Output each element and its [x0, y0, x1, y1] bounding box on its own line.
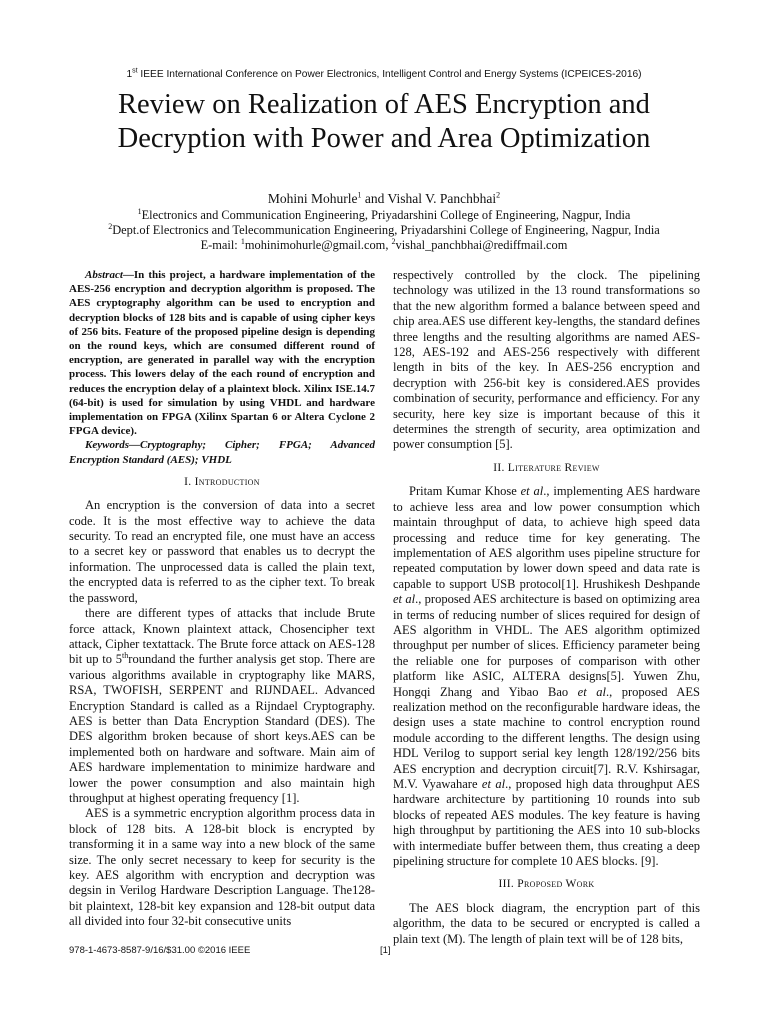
- section-heading-introduction: I. Introduction: [184, 475, 260, 488]
- intro-paragraph-1: An encryption is the conversion of data into a secret code. It is the most effective way to achieve the data security. To read an encrypted file, one must have an access to a secret key or password that enables us to decrypt the information. The unprocessed data is called the plain text, the encrypted data is referred to as the cipher text. To break the password,: [69, 498, 375, 605]
- keywords: Keywords—Cryptography; Cipher; FPGA; Advanced Encryption Standard (AES); VHDL: [69, 439, 375, 466]
- author-list: Mohini Mohurle$^1$ and Vishal V. Panchbhai$^2$: [267, 190, 501, 206]
- conference-header: 1st IEEE International Conference on Power Electronics, Intelligent Control and Energy Systems (ICPEICES-2016): [126, 67, 642, 80]
- affiliation-2: $^2$Dept.of Electronics and Telecommunication Engineering, Priyadarshini College of Engineering, Nagpur, India: [108, 221, 660, 237]
- title-line-2: Decryption with Power and Area Optimization: [117, 123, 651, 154]
- right-column: [393, 268, 700, 947]
- section-heading-literature-review: II. Literature Review: [493, 461, 600, 474]
- paper-title: [40, 88, 728, 156]
- left-column: [69, 268, 375, 930]
- literature-paragraph: Pritam Kumar Khose et al., implementing AES hardware to achieve less area and low power consumption which maintain throughput of data, to achieve high speed data processing and reduce time for key generating. The implementation of AES algorithm uses pipeline structure for repeated computation by lower down speed and data rate is capable to support USB protocol[1]. Hrushikesh Deshpande et al., proposed AES architecture is based on optimizing area in terms of reducing number of slices required for design of AES algorithm in VHDL. The AES algorithm optimized throughput per number of slices. Efficiency parameter being the reliable one for purposes of comparison with other platform like ASIC, ALTERA designs[5]. Yuwen Zhu, Hongqi Zhang and Yibao Bao et al., proposed AES realization method on the reconfigurable hardware ideas, the design uses a state machine to control encryption round module according to the different lengths. The design using HDL Verilog to support serial key length 128/192/256 bits AES encryption and decryption circuit[7]. R.V. Kshirsagar, M.V. Vyawahare et al., proposed high data throughput AES hardware architecture by partitioning 10 rounds into sub blocks of repeated AES modules. The key feature is having high throughput by partitioning the AES into 10 sub-blocks with intermediate buffer between them, thus creating a deep pipelining structure for complete 10 AES blocks. [9].: [393, 484, 701, 869]
- intro-continued-paragraph: respectively controlled by the clock. The pipelining technology was utilized in the 13 round transformations so that the new algorithm formed a balance between speed and chip area.AES use different key-lengths, the standard defines three lengths and the resulting algorithms are named AES-128, AES-192 and AES-256 respectively with different length in bits of the key. In AES-256 encryption and decryption with 256-bit key is considered.AES provides combination of security, performance and efficiency. For any security, here key size is important because of this it determines the strength of security, area optimization and power consumption [5].: [393, 268, 700, 452]
- intro-paragraph-3: AES is a symmetric encryption algorithm process data in block of 128 bits. A 128-bit block is encrypted by transforming it in a same way into a new block of the same size. The only secret necessary to keep for security is the key. AES algorithm with encryption and decryption was degsin in Verilog Hardware Description Language. The128-bit plaintext, 128-bit key expansion and 128-bit output data all divided into four 32-bit consecutive units: [69, 806, 375, 929]
- proposed-work-paragraph: The AES block diagram, the encryption part of this algorithm, the data to be secured or encrypted is called a plain text (M). The length of plain text will be of 128 bits,: [393, 900, 700, 946]
- abstract: Abstract—In this project, a hardware implementation of the AES-256 encryption and decryption algorithm is proposed. The AES cryptography algorithm can be used to encryption and decryption blocks of 128 bits and is capable of using cipher keys of 256 bits. Feature of the proposed pipeline design is depending on the round keys, which are consumed different round of encryption, are generated in parallel way with the encryption process. This lowers delay of the each round of encryption and reduces the encryption delay of a plaintext block. Xilinx ISE.14.7 (64-bit) is used for simulation by using VHDL and hardware implementation on FPGA (Xilinx Spartan 6 or Altera Cyclone 2 FPGA device).: [69, 269, 375, 438]
- footer-page-number: [1]: [380, 945, 391, 956]
- author-emails: E-mail: $^1$mohinimohurle@gmail.com, $^2$vishal_panchbhai@rediffmail.com: [200, 236, 568, 252]
- title-line-1: Review on Realization of AES Encryption and: [118, 89, 650, 120]
- intro-paragraph-2: there are different types of attacks that include Brute force attack, Known plaintext attack, Chosencipher text attack, Cipher textattack. The Brute force attack on AES-128 bit up to 5throundand the further analysis get stop. There are various algorithms available in cryptography like MARS, RSA, TWOFISH, SERPENT and RIJNDAEL. Advanced Encryption Standard is called as a Rijndael Cryptography. AES is better than Data Encryption Standard (DES). The DES algorithm broken because of short keys.AES can be implemented both on hardware and software. Main aim of AES hardware implementation to minimize hardware and lower the power consumption and also maintain high throughput at highest operating frequency [1].: [69, 606, 375, 805]
- section-heading-proposed-work: III. Proposed Work: [498, 878, 595, 891]
- affiliation-1: $^1$Electronics and Communication Engineering, Priyadarshini College of Engineering, Nagpur, India: [137, 206, 631, 222]
- footer-isbn: 978-1-4673-8587-9/16/$31.00 ©2016 IEEE: [69, 945, 251, 956]
